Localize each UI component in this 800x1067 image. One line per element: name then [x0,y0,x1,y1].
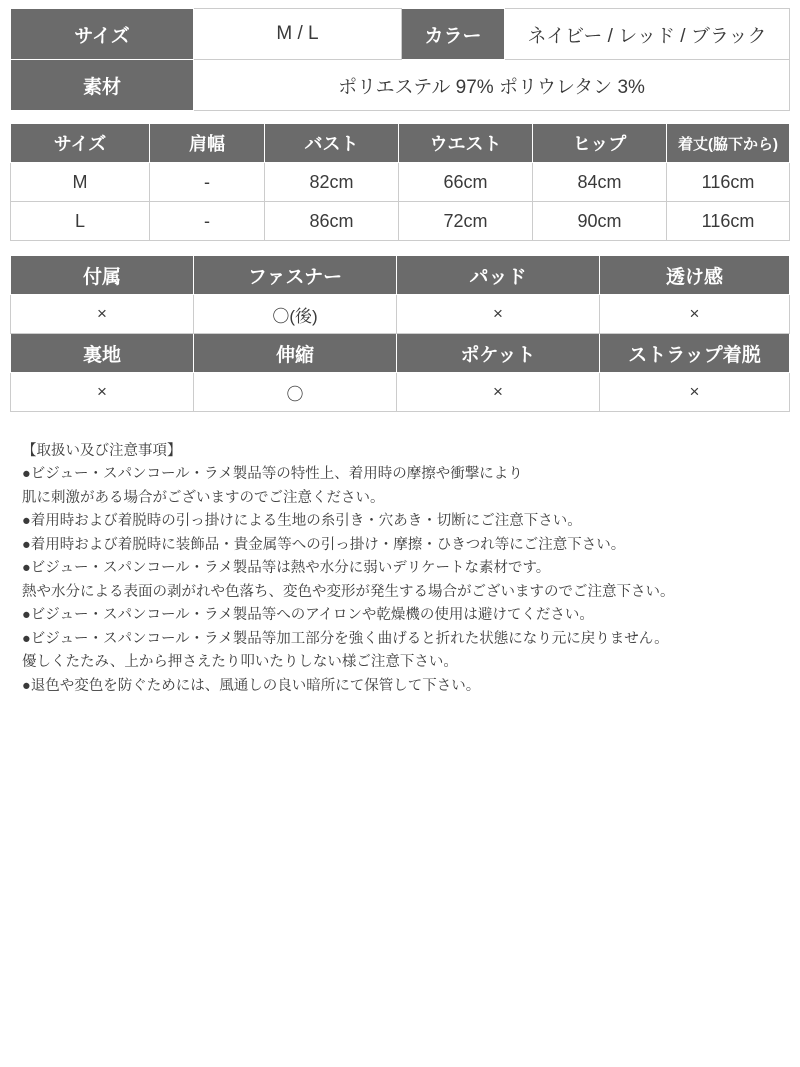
notes-line: ●着用時および着脱時に装飾品・貴金属等への引っ掛け・摩擦・ひきつれ等にご注意下さい。 [22,536,626,553]
feature-value-zipper: 〇(後) [194,295,397,334]
feature-value-sheerness: × [600,295,790,334]
care-notes [10,440,790,698]
notes-line: 肌に刺激がある場合がございますのでご注意ください。 [22,489,385,506]
spec-label-color: カラー [402,9,505,60]
cell-length-m: 116cm [667,163,790,202]
table-header-row [11,256,790,295]
cell-size-l: L [11,202,150,241]
notes-line: ●ビジュー・スパンコール・ラメ製品等へのアイロンや乾燥機の使用は避けてください。 [22,607,594,624]
cell-waist-m: 66cm [399,163,533,202]
feature-label-strap-detach: ストラップ着脱 [600,334,790,373]
cell-bust-m: 82cm [265,163,399,202]
table-header-row [11,334,790,373]
table-row [11,373,790,412]
col-header-size: サイズ [11,124,150,163]
cell-hip-m: 84cm [533,163,667,202]
spec-label-size: サイズ [11,9,194,60]
feature-value-pocket: × [397,373,600,412]
cell-length-l: 116cm [667,202,790,241]
spec-value-color: ネイビー / レッド / ブラック [505,9,790,60]
feature-label-pocket: ポケット [397,334,600,373]
table-row [11,202,790,241]
cell-waist-l: 72cm [399,202,533,241]
notes-line: ●ビジュー・スパンコール・ラメ製品等加工部分を強く曲げると折れた状態になり元に戻りません。 [22,630,669,647]
notes-line: 優しくたたみ、上から押さえたり叩いたりしない様ご注意下さい。 [22,654,458,671]
feature-table [10,255,790,412]
table-row [11,295,790,334]
notes-line: ●ビジュー・スパンコール・ラメ製品等の特性上、着用時の摩擦や衝撃により [22,466,523,483]
feature-label-pad: パッド [397,256,600,295]
notes-line: 熱や水分による表面の剥がれや色落ち、変色や変形が発生する場合がございますのでご注意下さい。 [22,583,675,600]
feature-value-strap-detach: × [600,373,790,412]
measurement-table [10,123,790,241]
notes-line: ●着用時および着脱時の引っ掛けによる生地の糸引き・穴あき・切断にご注意下さい。 [22,513,582,530]
cell-shoulder-m: - [150,163,265,202]
notes-line: ●退色や変色を防ぐためには、風通しの良い暗所にて保管して下さい。 [22,677,481,694]
col-header-waist: ウエスト [399,124,533,163]
notes-title: 【取扱い及び注意事項】 [22,443,182,459]
table-row [11,60,790,111]
table-row [11,9,790,60]
feature-value-lining: × [11,373,194,412]
feature-label-accessory: 付属 [11,256,194,295]
spec-value-size: M / L [194,9,402,60]
col-header-shoulder: 肩幅 [150,124,265,163]
feature-value-stretch: 〇 [194,373,397,412]
table-header-row [11,124,790,163]
cell-bust-l: 86cm [265,202,399,241]
col-header-bust: バスト [265,124,399,163]
feature-value-accessory: × [11,295,194,334]
cell-shoulder-l: - [150,202,265,241]
cell-size-m: M [11,163,150,202]
col-header-length: 着丈(脇下から) [667,124,790,163]
notes-line: ●ビジュー・スパンコール・ラメ製品等は熱や水分に弱いデリケートな素材です。 [22,560,551,577]
feature-label-stretch: 伸縮 [194,334,397,373]
feature-label-lining: 裏地 [11,334,194,373]
spec-label-material: 素材 [11,60,194,111]
feature-label-sheerness: 透け感 [600,256,790,295]
feature-label-zipper: ファスナー [194,256,397,295]
spec-value-material: ポリエステル 97% ポリウレタン 3% [194,60,790,111]
col-header-hip: ヒップ [533,124,667,163]
feature-value-pad: × [397,295,600,334]
spec-table [10,8,790,111]
table-row [11,163,790,202]
cell-hip-l: 90cm [533,202,667,241]
